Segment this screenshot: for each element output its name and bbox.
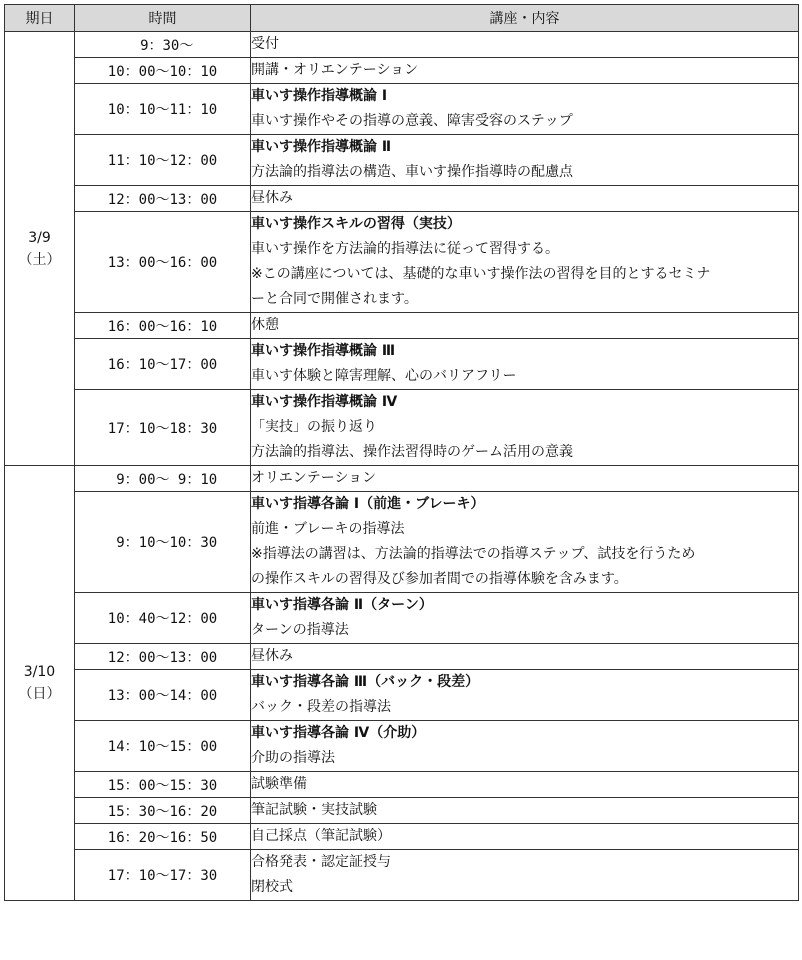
session-title: 車いす指導各論 Ⅲ（バック・段差） bbox=[251, 674, 480, 690]
day-cell bbox=[5, 466, 75, 901]
session-detail: 方法論的指導法の構造、車いす操作指導時の配慮点 bbox=[251, 164, 573, 180]
content-cell bbox=[251, 644, 799, 670]
schedule-row bbox=[5, 466, 799, 492]
session-detail: 車いす操作やその指導の意義、障害受容のステップ bbox=[251, 113, 573, 129]
schedule-row bbox=[5, 212, 799, 313]
session-detail: 介助の指導法 bbox=[251, 750, 335, 766]
header-time: 時間 bbox=[75, 5, 251, 32]
content-cell bbox=[251, 721, 799, 772]
content-cell bbox=[251, 84, 799, 135]
time-cell: 9：00～ 9：10 bbox=[75, 466, 251, 492]
day-cell bbox=[5, 32, 75, 466]
schedule-row bbox=[5, 850, 799, 901]
session-detail: バック・段差の指導法 bbox=[251, 699, 391, 715]
session-detail: 車いす操作を方法論的指導法に従って習得する。 bbox=[251, 241, 559, 257]
schedule-row bbox=[5, 492, 799, 593]
header-content: 講座・内容 bbox=[251, 5, 799, 32]
session-title: 車いす指導各論 Ⅰ（前進・ブレーキ） bbox=[251, 496, 485, 512]
session-detail: ※指導法の講習は、方法論的指導法での指導ステップ、試技を行うため bbox=[251, 546, 696, 562]
session-detail: の操作スキルの習得及び参加者間での指導体験を含みます。 bbox=[251, 571, 628, 587]
content-cell bbox=[251, 186, 799, 212]
content-cell bbox=[251, 339, 799, 390]
session-detail: 合格発表・認定証授与 bbox=[251, 854, 391, 870]
time-cell: 12：00～13：00 bbox=[75, 644, 251, 670]
session-detail: 試験準備 bbox=[251, 776, 307, 792]
session-title: 車いす操作指導概論 Ⅲ bbox=[251, 343, 396, 359]
schedule-row bbox=[5, 798, 799, 824]
schedule-row bbox=[5, 32, 799, 58]
time-cell: 10：40～12：00 bbox=[75, 593, 251, 644]
time-cell: 13：00～16：00 bbox=[75, 212, 251, 313]
session-detail: 車いす体験と障害理解、心のバリアフリー bbox=[251, 368, 517, 384]
time-cell: 17：10～18：30 bbox=[75, 390, 251, 466]
session-detail: 休憩 bbox=[251, 317, 279, 333]
session-detail: 筆記試験・実技試験 bbox=[251, 802, 377, 818]
time-cell: 13：00～14：00 bbox=[75, 670, 251, 721]
content-cell bbox=[251, 824, 799, 850]
session-title: 車いす操作指導概論 Ⅱ bbox=[251, 139, 392, 155]
schedule-row bbox=[5, 186, 799, 212]
day-date: 3/9 bbox=[28, 229, 51, 246]
schedule-row bbox=[5, 644, 799, 670]
session-detail: 昼休み bbox=[251, 190, 293, 206]
session-detail: オリエンテーション bbox=[251, 470, 377, 486]
time-cell: 9：10～10：30 bbox=[75, 492, 251, 593]
schedule-page bbox=[4, 4, 799, 901]
session-detail: 「実技」の振り返り bbox=[251, 419, 377, 435]
session-detail: 受付 bbox=[251, 36, 279, 52]
schedule-row bbox=[5, 339, 799, 390]
schedule-row bbox=[5, 58, 799, 84]
schedule-row bbox=[5, 390, 799, 466]
content-cell bbox=[251, 798, 799, 824]
session-title: 車いす操作スキルの習得（実技） bbox=[251, 216, 461, 232]
time-cell: 10：00～10：10 bbox=[75, 58, 251, 84]
content-cell bbox=[251, 850, 799, 901]
schedule-row bbox=[5, 135, 799, 186]
session-detail: ターンの指導法 bbox=[251, 622, 349, 638]
session-detail: 自己採点（筆記試験） bbox=[251, 828, 391, 844]
schedule-table bbox=[4, 4, 799, 901]
session-title: 車いす指導各論 Ⅱ（ターン） bbox=[251, 597, 433, 613]
time-cell: 10：10～11：10 bbox=[75, 84, 251, 135]
content-cell bbox=[251, 390, 799, 466]
day-date: 3/10 bbox=[23, 664, 56, 680]
time-cell: 11：10～12：00 bbox=[75, 135, 251, 186]
schedule-row bbox=[5, 772, 799, 798]
schedule-row bbox=[5, 670, 799, 721]
session-detail: 開講・オリエンテーション bbox=[251, 62, 419, 78]
session-title: 車いす操作指導概論 Ⅰ bbox=[251, 88, 388, 104]
content-cell bbox=[251, 135, 799, 186]
schedule-row bbox=[5, 313, 799, 339]
content-cell bbox=[251, 593, 799, 644]
time-cell: 14：10～15：00 bbox=[75, 721, 251, 772]
content-cell bbox=[251, 32, 799, 58]
time-cell: 16：00～16：10 bbox=[75, 313, 251, 339]
schedule-row bbox=[5, 84, 799, 135]
day-weekday: （日） bbox=[18, 686, 61, 702]
time-cell: 16：20～16：50 bbox=[75, 824, 251, 850]
content-cell bbox=[251, 313, 799, 339]
session-detail: ーと合同で開催されます。 bbox=[251, 291, 418, 307]
schedule-row bbox=[5, 721, 799, 772]
session-detail: 方法論的指導法、操作法習得時のゲーム活用の意義 bbox=[251, 444, 573, 460]
time-cell: 16：10～17：00 bbox=[75, 339, 251, 390]
session-detail: ※この講座については、基礎的な車いす操作法の習得を目的とするセミナ bbox=[251, 266, 711, 282]
session-detail: 前進・ブレーキの指導法 bbox=[251, 521, 405, 537]
session-title: 車いす操作指導概論 Ⅳ bbox=[251, 394, 398, 410]
time-cell: 15：00～15：30 bbox=[75, 772, 251, 798]
content-cell bbox=[251, 670, 799, 721]
time-cell: 17：10～17：30 bbox=[75, 850, 251, 901]
header-row bbox=[5, 5, 799, 32]
time-cell: 12：00～13：00 bbox=[75, 186, 251, 212]
session-title: 車いす指導各論 Ⅳ（介助） bbox=[251, 725, 426, 741]
schedule-row bbox=[5, 824, 799, 850]
session-detail: 昼休み bbox=[251, 648, 293, 664]
schedule-row bbox=[5, 593, 799, 644]
time-cell: 15：30～16：20 bbox=[75, 798, 251, 824]
time-cell: 9：30～ bbox=[75, 32, 251, 58]
day-weekday: （土） bbox=[18, 251, 61, 268]
content-cell bbox=[251, 466, 799, 492]
content-cell bbox=[251, 212, 799, 313]
content-cell bbox=[251, 58, 799, 84]
content-cell bbox=[251, 492, 799, 593]
session-detail: 閉校式 bbox=[251, 879, 293, 895]
content-cell bbox=[251, 772, 799, 798]
header-date: 期日 bbox=[5, 5, 75, 32]
schedule-body bbox=[5, 32, 799, 901]
